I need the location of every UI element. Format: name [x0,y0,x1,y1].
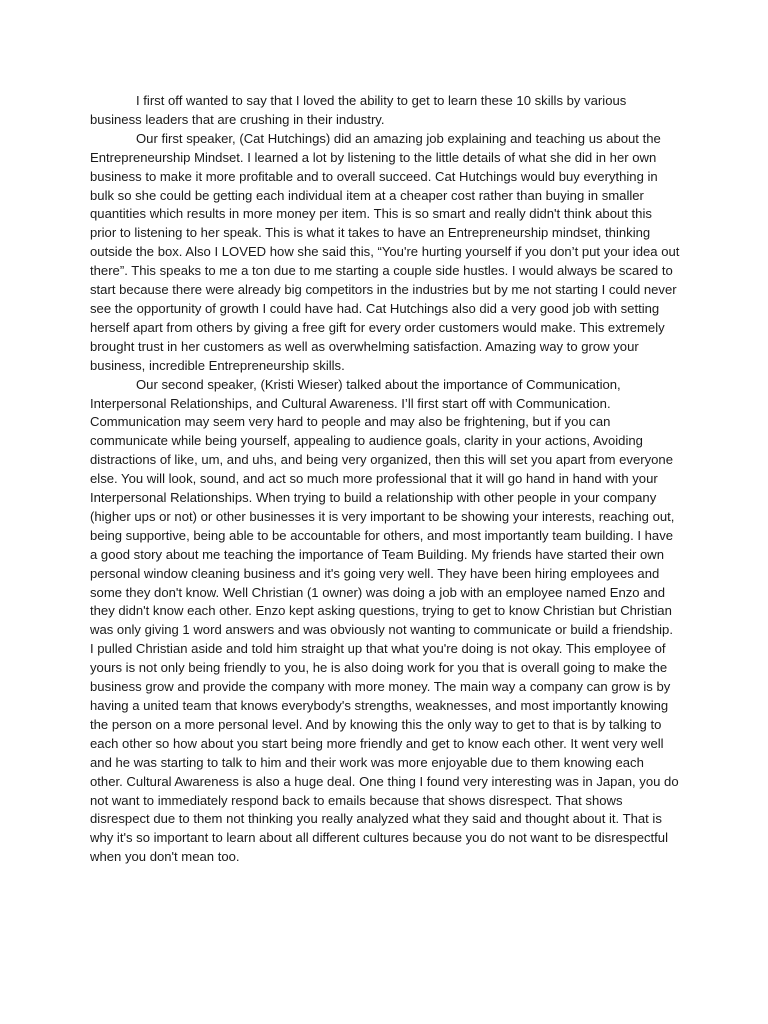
paragraph-second-speaker: Our second speaker, (Kristi Wieser) talked about the importance of Communication, Interpersonal Relationships, and Cultural Awareness. I’ll first start off with Communication. Communication may seem very hard to people and may also be frightening, but if you can communicate while being yourself, appealing to audience goals, clarity in your actions, Avoiding distractions of like, um, and uhs, and being very organized, then this will set you apart from everyone else. You will look, sound, and act so much more professional that it will go hand in hand with your Interpersonal Relationships. When trying to build a relationship with other people in your company (higher ups or not) or other businesses it is very important to be showing your interests, reaching out, being supportive, being able to be accountable for others, and most importantly team building. I have a good story about me teaching the importance of Team Building. My friends have started their own personal window cleaning business and it's going very well. They have been hiring employees and some they don't know. Well Christian (1 owner) was doing a job with an employee named Enzo and they didn't know each other. Enzo kept asking questions, trying to get to know Christian but Christian was only giving 1 word answers and was obviously not wanting to communicate or build a friendship. I pulled Christian aside and told him straight up that what you're doing is not okay. This employee of yours is not only being friendly to you, he is also doing work for you that is overall going to make the business grow and provide the company with more money. The main way a company can grow is by having a united team that knows everybody's strengths, weaknesses, and most importantly knowing the person on a more personal level. And by knowing this the only way to get to that is by talking to each other so how about you start being more friendly and get to know each other. It went very well and he was starting to talk to him and their work was more enjoyable due to them knowing each other. Cultural Awareness is also a huge deal. One thing I found very interesting was in Japan, you do not want to immediately respond back to emails because that shows disrespect. That shows disrespect due to them not thinking you really analyzed what they said and thought about it. That is why it's so important to learn about all different cultures because you do not want to be disrespectful when you don't mean too. [90,376,679,865]
paragraph-intro: I first off wanted to say that I loved the ability to get to learn these 10 skills by various business leaders that are crushing in their industry. [90,93,627,127]
paragraph-first-speaker: Our first speaker, (Cat Hutchings) did an amazing job explaining and teaching us about the Entrepreneurship Mindset. I learned a lot by listening to the little details of what she did in her own business to make it more profitable and to overall succeed. Cat Hutchings would buy everything in bulk so she could be getting each individual item at a cheaper cost rather than buying in smaller quantities which results in more money per item. This is so smart and really didn't think about this prior to listening to her speak. This is what it takes to have an Entrepreneurship mindset, thinking outside the box. Also I LOVED how she said this, “You're hurting yourself if you don’t put your idea out there”. This speaks to me a ton due to me starting a couple side hustles. I would always be scared to start because there were already big competitors in the industries but by me not starting I could never see the opportunity of growth I could have had. Cat Hutchings also did a very good job with setting herself apart from others by giving a free gift for every order customers would make. This extremely brought trust in her customers as well as overwhelming satisfaction. Amazing way to grow your business, incredible Entrepreneurship skills. [90,130,680,373]
document-body [90,92,680,867]
